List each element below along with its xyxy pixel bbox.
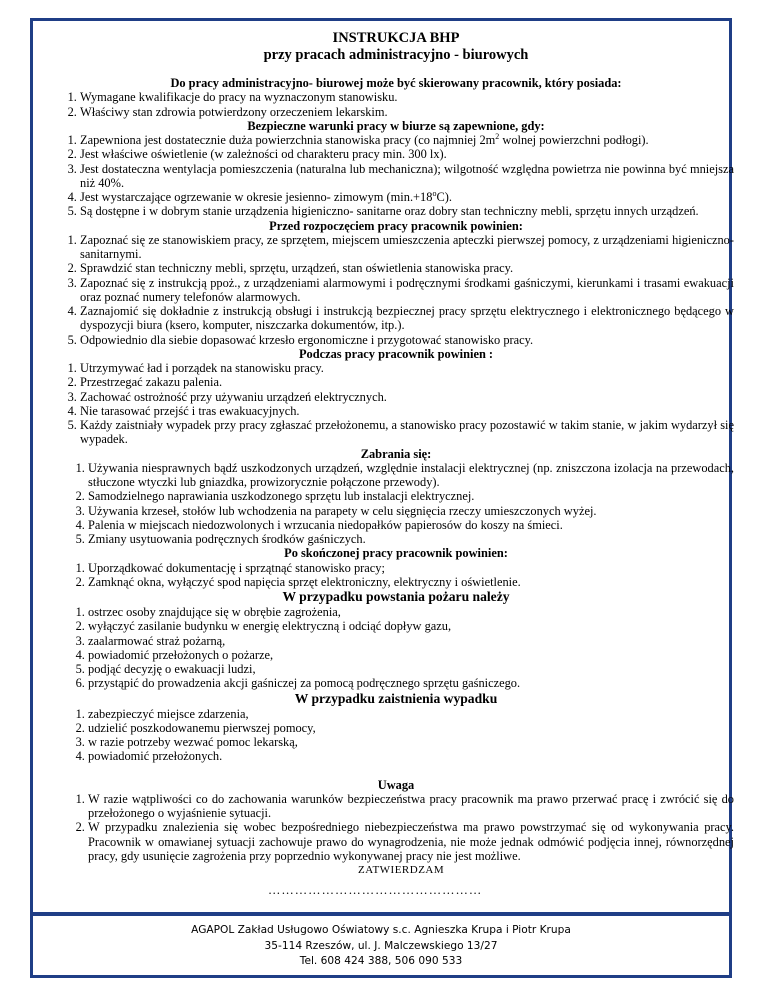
signature-label: ZATWIERDZAM bbox=[358, 864, 445, 876]
list-item: 2. W przypadku znalezienia się wobec bezpośredniego niebezpieczeństwa ma prawo powstrzymać się od wykonywania pracy. Pracownik w omawianej sytuacji zachowuje prawo do wynagrodzenia, nie może jednak odmówić podjęcia innej, równorzędnej pracy, gdy usunięcie zagrożenia przy poprzednio wykonywanej pracy nie jest możliwe. bbox=[88, 820, 734, 863]
list-item: 3. Jest dostateczna wentylacja pomieszczenia (naturalna lub mechaniczna); wilgotność względna powietrza nie powinna być mniejsza niż 40%. bbox=[80, 162, 734, 191]
list-item: 2. wyłączyć zasilanie budynku w energię elektryczną i odciąć dopływ gazu, bbox=[88, 619, 734, 633]
footer-address: 35-114 Rzeszów, ul. J. Malczewskiego 13/27 bbox=[264, 939, 498, 952]
list-item: 2. udzielić poszkodowanemu pierwszej pomocy, bbox=[88, 721, 734, 735]
document-body bbox=[58, 30, 734, 898]
list-item: 2. Jest właściwe oświetlenie (w zależności od charakteru pracy min. 300 lx). bbox=[80, 147, 734, 161]
list-item: 4. powiadomić przełożonych o pożarze, bbox=[88, 648, 734, 662]
list-item: 4. Zaznajomić się dokładnie z instrukcją obsługi i instrukcją bezpiecznej pracy sprzętu elektrycznego i elektronicznego będącego w dyspozycji biura (ksero, komputer, niszczarka dokumentów, itp.). bbox=[80, 304, 734, 333]
list-during-work bbox=[58, 361, 734, 447]
list-after-work bbox=[58, 561, 734, 590]
item-text: C). bbox=[436, 190, 452, 204]
list-item: 2. Zamknąć okna, wyłączyć spod napięcia sprzęt elektroniczny, elektryczny i oświetlenie. bbox=[88, 575, 734, 589]
list-item: 3. Używania krzeseł, stołów lub wchodzenia na parapety w celu sięgnięcia rzeczy umieszczonych wyżej. bbox=[88, 504, 734, 518]
section-heading-forbidden: Zabrania się: bbox=[360, 446, 432, 461]
section-heading-before-work: Przed rozpoczęciem pracy pracownik powinien: bbox=[269, 218, 523, 233]
list-item: 5. podjąć decyzję o ewakuacji ludzi, bbox=[88, 662, 734, 676]
footer-company: AGAPOL Zakład Usługowo Oświatowy s.c. Agnieszka Krupa i Piotr Krupa bbox=[191, 924, 571, 936]
document-title bbox=[58, 30, 734, 64]
section-heading-note: Uwaga bbox=[377, 777, 415, 792]
list-qualification bbox=[58, 90, 734, 119]
list-item: 1. Utrzymywać ład i porządek na stanowisku pracy. bbox=[80, 361, 734, 375]
list-item: 1. ostrzec osoby znajdujące się w obrębie zagrożenia, bbox=[88, 605, 734, 619]
list-item: 5. Odpowiednio dla siebie dopasować krzesło ergonomiczne i przygotować stanowisko pracy. bbox=[80, 333, 734, 347]
section-heading-accident: W przypadku zaistnienia wypadku bbox=[294, 690, 498, 706]
list-item: 1. Zapoznać się ze stanowiskiem pracy, ze sprzętem, miejscem umieszczenia apteczki pierwszej pomocy, z urządzeniami higieniczno- sanitarnymi. bbox=[80, 233, 734, 262]
list-conditions bbox=[58, 133, 734, 219]
list-item bbox=[80, 190, 734, 204]
list-item: 6. przystąpić do prowadzenia akcji gaśniczej za pomocą podręcznego sprzętu gaśniczego. bbox=[88, 676, 734, 690]
list-item: 3. Zapoznać się z instrukcją ppoż., z urządzeniami alarmowymi i podręcznymi środkami gaśniczymi, kierunkami i trasami ewakuacji oraz poznać numery telefonów alarmowych. bbox=[80, 276, 734, 305]
list-item: 1. W razie wątpliwości co do zachowania warunków bezpieczeństwa pracy pracownik ma prawo przerwać pracę i zwrócić się do przełożonego o wyjaśnienie sytuacji. bbox=[88, 792, 734, 821]
item-text: wolnej powierzchni podłogi). bbox=[499, 133, 649, 147]
footer-phone: Tel. 608 424 388, 506 090 533 bbox=[299, 955, 463, 967]
superscript: o bbox=[432, 188, 437, 198]
section-heading-qualification: Do pracy administracyjno- biurowej może być skierowany pracownik, który posiada: bbox=[170, 76, 622, 90]
list-item: 2. Przestrzegać zakazu palenia. bbox=[80, 375, 734, 389]
list-before-work bbox=[58, 233, 734, 347]
list-item: 1. Wymagane kwalifikacje do pracy na wyznaczonym stanowisku. bbox=[80, 90, 734, 104]
section-heading-after-work: Po skończonej pracy pracownik powinien: bbox=[284, 546, 508, 561]
section-heading-fire: W przypadku powstania pożaru należy bbox=[282, 589, 510, 604]
list-item: 2. Samodzielnego naprawiania uszkodzonego sprzętu lub instalacji elektrycznej. bbox=[88, 489, 734, 503]
footer bbox=[30, 923, 732, 970]
list-item: 1. Używania niesprawnych bądź uszkodzonych urządzeń, względnie instalacji elektrycznej (np. zniszczona izolacja na przewodach, stłuczone wtyczki lub gniazdka, prowizorycznie połączone przewody). bbox=[88, 461, 734, 490]
list-item: 3. w razie potrzeby wezwać pomoc lekarską, bbox=[88, 735, 734, 749]
list-note bbox=[58, 792, 734, 863]
item-text: Jest wystarczające ogrzewanie w okresie jesienno- zimowym (min.+18 bbox=[80, 190, 433, 204]
list-item bbox=[80, 133, 734, 147]
list-accident bbox=[58, 707, 734, 764]
list-item: 3. Zachować ostrożność przy używaniu urządzeń elektrycznych. bbox=[80, 390, 734, 404]
list-item: 1. Uporządkować dokumentację i sprzątnąć stanowisko pracy; bbox=[88, 561, 734, 575]
list-item: 2. Właściwy stan zdrowia potwierdzony orzeczeniem lekarskim. bbox=[80, 105, 734, 119]
list-item: 5. Każdy zaistniały wypadek przy pracy zgłaszać przełożonemu, a stanowisko pracy pozostawić w takim stanie, w jakim wydarzył się wypadek. bbox=[80, 418, 734, 447]
list-fire bbox=[58, 605, 734, 691]
section-heading-during-work: Podczas pracy pracownik powinien : bbox=[298, 346, 494, 361]
list-item: 4. Palenia w miejscach niedozwolonych i wrzucania niedopałków papierosów do koszy na śmieci. bbox=[88, 518, 734, 532]
list-item: 4. powiadomić przełożonych. bbox=[88, 749, 734, 763]
title-line-1: INSTRUKCJA BHP bbox=[332, 30, 460, 46]
title-line-2: przy pracach administracyjno - biurowych bbox=[263, 47, 529, 63]
list-item: 5. Są dostępne i w dobrym stanie urządzenia higieniczno- sanitarne oraz dobry stan techniczny mebli, sprzętu innych urządzeń. bbox=[80, 204, 734, 218]
list-item: 3. zaalarmować straż pożarną, bbox=[88, 634, 734, 648]
list-item: 1. zabezpieczyć miejsce zdarzenia, bbox=[88, 707, 734, 721]
item-text: Zapewniona jest dostatecznie duża powierzchnia stanowiska pracy (co najmniej 2m bbox=[80, 133, 496, 147]
list-item: 5. Zmiany usytuowania podręcznych środków gaśniczych. bbox=[88, 532, 734, 546]
list-forbidden bbox=[58, 461, 734, 547]
section-heading-conditions: Bezpieczne warunki pracy w biurze są zapewnione, gdy: bbox=[247, 118, 545, 133]
superscript: 2 bbox=[495, 131, 500, 141]
signature-line: ………………………………………… bbox=[268, 883, 483, 898]
list-item: 2. Sprawdzić stan techniczny mebli, sprzętu, urządzeń, stan oświetlenia stanowiska pracy. bbox=[80, 261, 734, 275]
footer-divider bbox=[30, 912, 732, 916]
list-item: 4. Nie tarasować przejść i tras ewakuacyjnych. bbox=[80, 404, 734, 418]
